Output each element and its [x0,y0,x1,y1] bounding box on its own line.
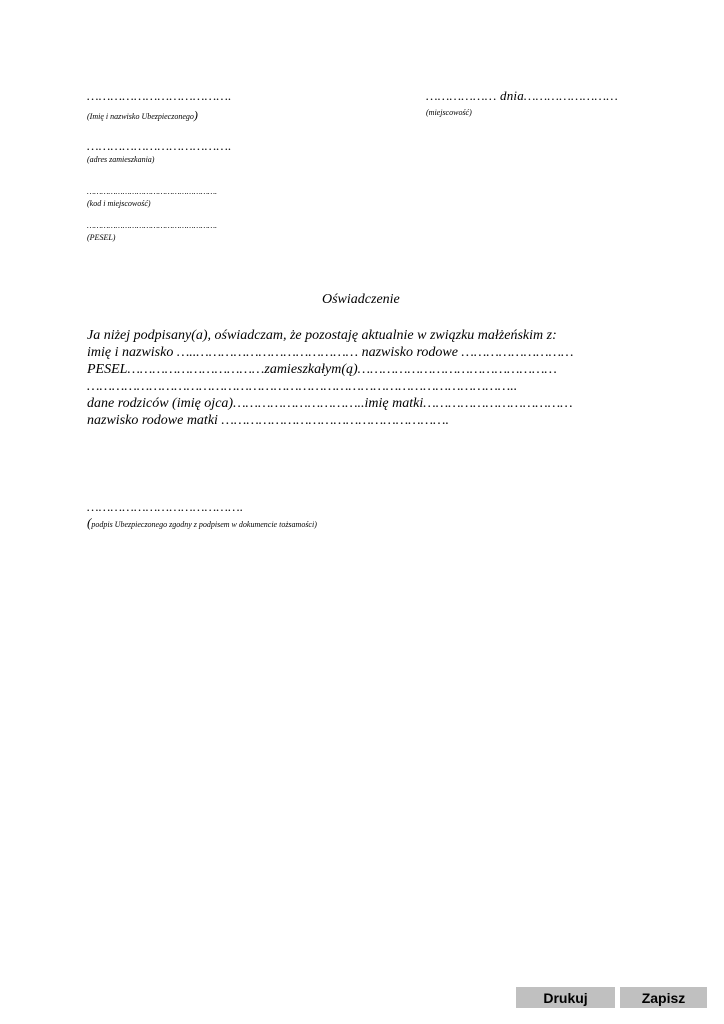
insured-name-line[interactable]: ………………………………. [87,88,232,103]
insured-name-caption [87,108,198,123]
postal-caption: (kod i miejscowość) [87,199,151,208]
address-caption: (adres zamieszkania) [87,155,155,164]
spouse-name-line[interactable]: imię i nazwisko …..………………………………… nazwisko rodowe ……………………… [87,345,574,360]
spouse-pesel-address-line[interactable]: PESEL……………………………zamieszkałym(ą)………………………………………… [87,362,557,377]
pesel-line[interactable]: ………………………………………………. [87,221,218,230]
save-button[interactable]: Zapisz [620,987,707,1008]
place-date-line[interactable]: ……………… dnia…………………… [426,88,618,103]
insured-name-caption-text: (Imię i nazwisko Ubezpieczonego [87,112,194,121]
statement-title: Oświadczenie [322,292,400,307]
mother-maiden-name-line[interactable]: nazwisko rodowe matki ………………………………………………. [87,413,449,428]
address-continuation-line[interactable]: ………………………………………………………………………………………….. [87,379,518,394]
signature-caption-text: podpis Ubezpieczonego zgodny z podpisem w dokumencie tożsamości) [91,520,317,529]
print-button[interactable]: Drukuj [516,987,615,1008]
statement-line-1: Ja niżej podpisany(a), oświadczam, że pozostaję aktualnie w związku małżeńskim z: [87,328,557,343]
pesel-caption: (PESEL) [87,233,116,242]
address-line[interactable]: ………………………………. [87,138,232,153]
signature-line[interactable]: …………………………………. [87,499,244,514]
signature-caption [87,514,317,532]
signature-caption-paren: ( [87,515,92,530]
parents-names-line[interactable]: dane rodziców (imię ojca)…………………………..imię matki……………………………… [87,396,573,411]
insured-name-caption-paren: ) [193,108,198,122]
place-caption: (miejscowość) [426,108,472,117]
postal-line[interactable]: ………………………………………………. [87,187,218,196]
